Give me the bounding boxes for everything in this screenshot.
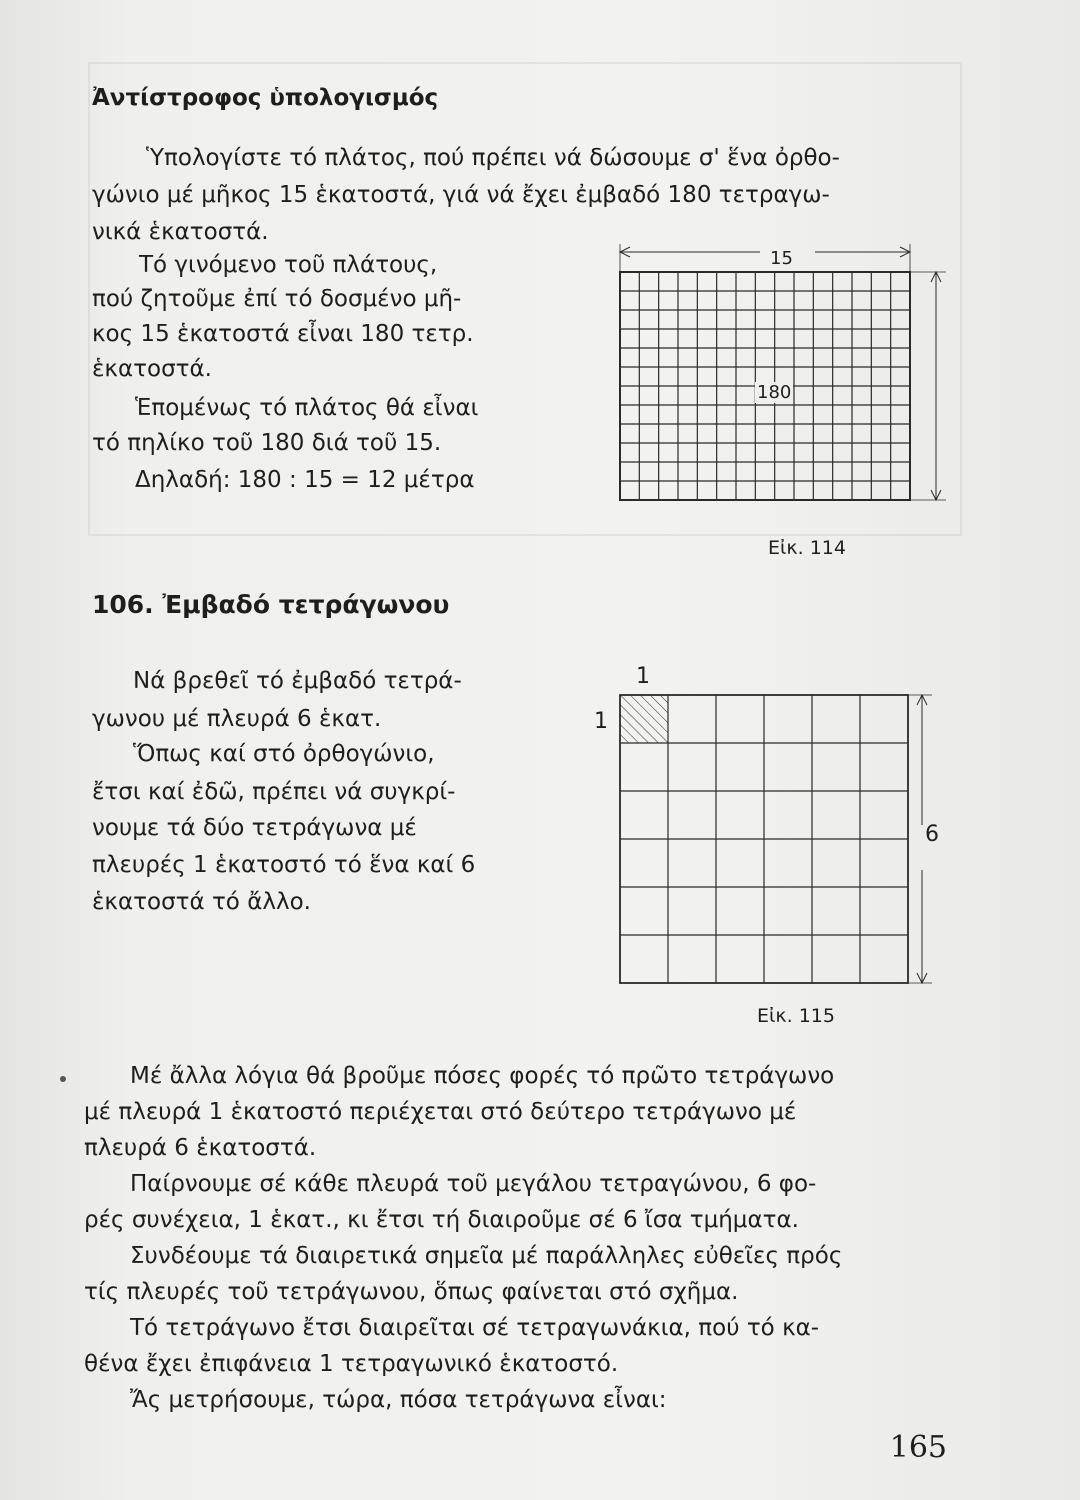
paragraph-line: πού ζητοῦμε ἐπί τό δοσμένο μῆ- xyxy=(92,286,462,312)
paragraph-line: Τό γινόμενο τοῦ πλάτους, xyxy=(139,252,438,278)
paragraph-line: Συνδέουμε τά διαιρετικά σημεῖα μέ παράλληλες εὐθεῖες πρός xyxy=(130,1243,843,1269)
paragraph-line: ἑκατοστά τό ἄλλο. xyxy=(92,889,311,915)
paragraph-line: γωνου μέ πλευρά 6 ἑκατ. xyxy=(92,706,382,732)
paragraph-line: Παίρνουμε σέ κάθε πλευρά τοῦ μεγάλου τετραγώνου, 6 φο- xyxy=(130,1171,817,1197)
paragraph-line: πλευρές 1 ἑκατοστό τό ἕνα καί 6 xyxy=(92,852,476,878)
paragraph-line: Ὅπως καί στό ὀρθογώνιο, xyxy=(133,741,435,767)
paragraph-line: Μέ ἄλλα λόγια θά βροῦμε πόσες φορές τό πρῶτο τετράγωνο xyxy=(130,1063,835,1089)
paragraph-line: νουμε τά δύο τετράγωνα μέ xyxy=(92,815,417,841)
paragraph-line: Ὑπολογίστε τό πλάτος, πού πρέπει νά δώσουμε σ' ἕνα ὀρθο- xyxy=(146,145,840,171)
paragraph-line: πλευρά 6 ἑκατοστά. xyxy=(84,1135,317,1161)
paragraph-line: θένα ἔχει ἐπιφάνεια 1 τετραγωνικό ἑκατοστό. xyxy=(84,1351,619,1377)
unit-square-hatched xyxy=(620,695,668,743)
figure-114-length-label: 15 xyxy=(770,248,793,269)
paragraph-line: Νά βρεθεῖ τό ἐμβαδό τετρά- xyxy=(133,668,462,694)
figure-115-top-label: 1 xyxy=(636,664,650,689)
section-heading-reverse-calculation: Ἀντίστροφος ὑπολογισμός xyxy=(92,85,439,111)
margin-dot xyxy=(60,1076,66,1082)
paragraph-line: ἑκατοστά. xyxy=(92,356,212,382)
figure-115-left-label: 1 xyxy=(594,709,608,734)
paragraph-line: νικά ἑκατοστά. xyxy=(92,219,269,245)
paragraph-line: τό πηλίκο τοῦ 180 διά τοῦ 15. xyxy=(92,430,442,456)
figure-115-caption: Εἰκ. 115 xyxy=(757,1005,835,1027)
paragraph-line: Δηλαδή: 180 : 15 = 12 μέτρα xyxy=(135,467,475,493)
figure-114-caption: Εἰκ. 114 xyxy=(768,537,846,559)
paragraph-line: ἔτσι καί ἐδῶ, πρέπει νά συγκρί- xyxy=(92,779,456,805)
paragraph-line: Τό τετράγωνο ἔτσι διαιρεῖται σέ τετραγωνάκια, πού τό κα- xyxy=(130,1315,820,1341)
figure-115-side-label: 6 xyxy=(925,822,939,847)
figure-114-grid xyxy=(600,230,960,520)
page-number: 165 xyxy=(889,1430,947,1465)
paragraph-line: ρές συνέχεια, 1 ἑκατ., κι ἔτσι τή διαιροῦμε σέ 6 ἴσα τμήματα. xyxy=(84,1207,799,1233)
paragraph-line: κος 15 ἑκατοστά εἶναι 180 τετρ. xyxy=(92,321,474,347)
paragraph-line: Ἄς μετρήσουμε, τώρα, πόσα τετράγωνα εἶναι: xyxy=(130,1387,667,1413)
figure-115-grid xyxy=(600,675,960,995)
paragraph-line: τίς πλευρές τοῦ τετράγωνου, ὅπως φαίνεται στό σχῆμα. xyxy=(84,1279,739,1305)
section-heading-square-area: 106. Ἐμβαδό τετράγωνου xyxy=(92,590,450,619)
figure-114-area-label: 180 xyxy=(757,382,792,403)
paragraph-line: Ἑπομένως τό πλάτος θά εἶναι xyxy=(135,395,479,421)
paragraph-line: γώνιο μέ μῆκος 15 ἑκατοστά, γιά νά ἔχει ἐμβαδό 180 τετραγω- xyxy=(92,182,830,208)
paragraph-line: μέ πλευρά 1 ἑκατοστό περιέχεται στό δεύτερο τετράγωνο μέ xyxy=(84,1099,797,1125)
